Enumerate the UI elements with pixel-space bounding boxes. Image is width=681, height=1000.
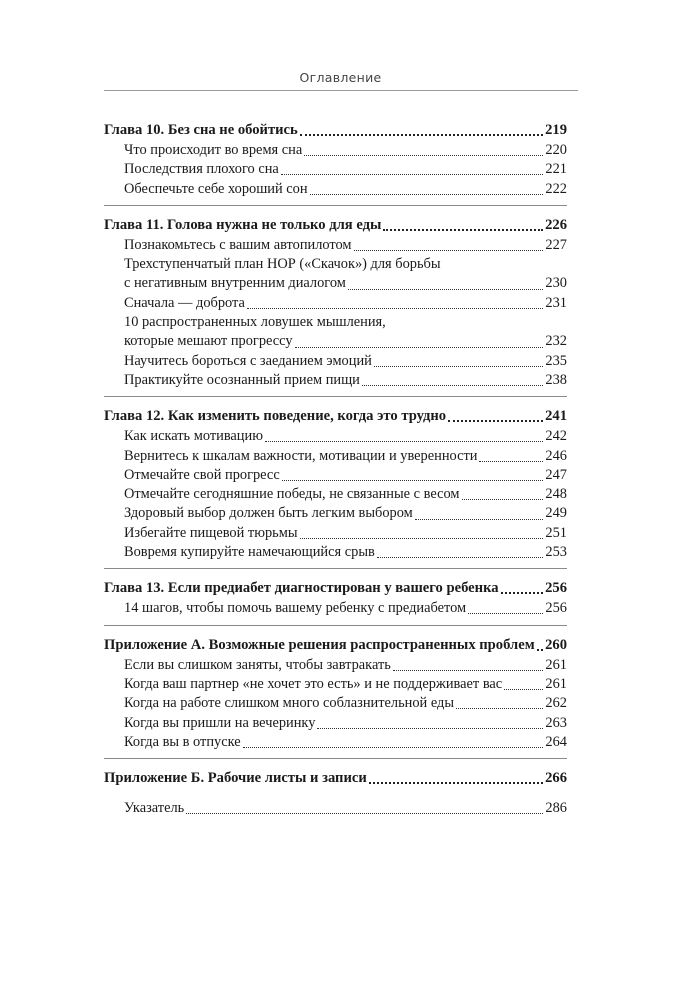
page-number: 221 — [545, 161, 567, 178]
entry-title: Что происходит во время сна — [124, 142, 303, 158]
dot-leader — [504, 689, 543, 690]
dot-leader — [295, 347, 544, 348]
page-number: 248 — [545, 486, 567, 503]
dot-leader — [281, 174, 544, 175]
entry-title: Вернитесь к шкалам важности, мотивации и уверенности — [124, 447, 478, 464]
page-number: 256 — [545, 600, 567, 617]
page-number: 232 — [545, 333, 567, 350]
toc-chapter-row[interactable] — [104, 119, 567, 141]
toc-entry-row[interactable] — [104, 160, 567, 179]
toc-entry-row-multiline[interactable] — [104, 313, 567, 332]
toc-entry-row[interactable] — [104, 180, 567, 199]
toc-entry-row[interactable] — [104, 485, 567, 504]
page-number: 241 — [545, 408, 567, 425]
toc-entry-row[interactable] — [104, 447, 567, 466]
running-title: Оглавление — [299, 70, 382, 85]
page-number: 266 — [545, 770, 567, 787]
dot-leader — [377, 557, 544, 558]
entry-title: Отмечайте сегодняшние победы, не связанные с весом — [124, 486, 460, 503]
page-number: 231 — [545, 294, 567, 311]
page-number: 251 — [545, 524, 567, 541]
toc-entry-row[interactable] — [104, 714, 567, 733]
toc-entry-row[interactable] — [104, 675, 567, 694]
dot-leader — [468, 613, 543, 614]
toc-section-chapter-10 — [104, 119, 567, 206]
dot-leader — [354, 250, 544, 251]
page-number: 247 — [545, 466, 567, 483]
toc-entry-row[interactable] — [104, 352, 567, 371]
dot-leader — [282, 480, 544, 481]
chapter-title: Приложение А. Возможные решения распространенных проблем — [104, 636, 535, 653]
toc-entry-row[interactable] — [104, 294, 567, 313]
toc-entry-row[interactable] — [104, 524, 567, 543]
toc-entry-continuation[interactable] — [104, 332, 567, 351]
entry-title: Трехступенчатый план НОР («Скачок») для борьбы — [124, 256, 441, 273]
page-number: 263 — [545, 714, 567, 731]
toc-section-appendix-b — [104, 767, 567, 824]
dot-leader — [186, 813, 543, 814]
entry-title: Вовремя купируйте намечающийся срыв — [124, 544, 375, 561]
entry-title: Практикуйте осознанный прием пищи — [124, 371, 360, 388]
toc-chapter-row[interactable] — [104, 214, 567, 236]
toc-entry-row[interactable] — [104, 466, 567, 485]
toc-entry-row[interactable] — [104, 141, 567, 160]
dot-leader — [300, 134, 543, 136]
dot-leader — [243, 747, 544, 748]
chapter-title: Глава 11. Голова нужна не только для еды — [104, 216, 382, 233]
entry-title-continuation: с негативным внутренним диалогом — [124, 275, 346, 292]
page-number: 242 — [545, 428, 567, 445]
page-number: 262 — [545, 695, 567, 712]
entry-title: Когда вы пришли на вечеринку — [124, 714, 316, 731]
dot-leader — [247, 308, 543, 309]
entry-title: Здоровый выбор должен быть легким выбором — [124, 505, 413, 522]
toc-entry-row[interactable] — [104, 371, 567, 390]
dot-leader — [362, 385, 544, 386]
toc-entry-row[interactable] — [104, 656, 567, 675]
dot-leader — [369, 782, 543, 784]
page-number: 246 — [545, 447, 567, 464]
entry-title: Указатель — [124, 800, 185, 817]
toc-entry-row-multiline[interactable] — [104, 255, 567, 274]
toc-section-chapter-12 — [104, 405, 567, 569]
toc-section-chapter-13 — [104, 577, 567, 625]
entry-title: Когда на работе слишком много соблазнительной еды — [124, 695, 455, 712]
page-number: 286 — [545, 800, 567, 817]
toc-entry-row[interactable] — [104, 599, 567, 618]
dot-leader — [462, 499, 544, 500]
page-number: 264 — [545, 733, 567, 750]
entry-title: Последствия плохого сна — [124, 161, 279, 178]
entry-title-continuation: которые мешают прогрессу — [124, 333, 293, 350]
dot-leader — [304, 155, 543, 156]
dot-leader — [456, 708, 543, 709]
page-number: 261 — [545, 656, 567, 673]
chapter-title: Глава 13. Если предиабет диагностирован у вашего ребенка — [104, 580, 499, 597]
dot-leader — [300, 538, 544, 539]
toc-entry-row[interactable] — [104, 733, 567, 752]
page-number: 260 — [545, 636, 567, 653]
toc-chapter-row[interactable] — [104, 577, 567, 599]
toc-index-row[interactable] — [104, 799, 567, 818]
chapter-title: Глава 12. Как изменить поведение, когда это трудно — [104, 408, 447, 425]
page-number: 219 — [545, 122, 567, 138]
entry-title: Отмечайте свой прогресс — [124, 466, 280, 483]
header-rule — [104, 90, 578, 91]
page-number: 249 — [545, 505, 567, 522]
page-number: 220 — [545, 142, 567, 158]
page-number: 226 — [545, 216, 567, 233]
entry-title: 10 распространенных ловушек мышления, — [124, 314, 386, 331]
entry-title: Сначала — доброта — [124, 294, 245, 311]
entry-title: Познакомьтесь с вашим автопилотом — [124, 236, 352, 253]
page-number: 227 — [545, 236, 567, 253]
page-number: 222 — [545, 180, 567, 197]
dot-leader — [348, 289, 544, 290]
page-number: 230 — [545, 275, 567, 292]
table-of-contents — [104, 119, 567, 832]
toc-section-appendix-a — [104, 634, 567, 759]
entry-title: Как искать мотивацию — [124, 428, 263, 445]
dot-leader — [448, 420, 543, 422]
dot-leader — [317, 728, 543, 729]
chapter-title: Глава 10. Без сна не обойтись — [104, 122, 298, 138]
chapter-title: Приложение Б. Рабочие листы и записи — [104, 770, 367, 787]
toc-entry-row[interactable] — [104, 236, 567, 255]
dot-leader — [537, 649, 543, 651]
entry-title: Когда ваш партнер «не хочет это есть» и не поддерживает вас — [124, 675, 503, 692]
page-number: 253 — [545, 544, 567, 561]
dot-leader — [479, 461, 543, 462]
page-number: 235 — [545, 352, 567, 369]
toc-chapter-row[interactable] — [104, 767, 567, 789]
toc-entry-row[interactable] — [104, 427, 567, 446]
toc-entry-row[interactable] — [104, 504, 567, 523]
entry-title: 14 шагов, чтобы помочь вашему ребенку с предиабетом — [124, 600, 467, 617]
dot-leader — [415, 519, 544, 520]
dot-leader — [374, 366, 544, 367]
entry-title: Избегайте пищевой тюрьмы — [124, 524, 298, 541]
entry-title: Обеспечьте себе хороший сон — [124, 180, 308, 197]
toc-entry-continuation[interactable] — [104, 274, 567, 293]
dot-leader — [310, 194, 544, 195]
page-number: 238 — [545, 371, 567, 388]
dot-leader — [501, 592, 544, 594]
page-number: 256 — [545, 580, 567, 597]
toc-section-chapter-11 — [104, 214, 567, 397]
toc-chapter-row[interactable] — [104, 405, 567, 427]
entry-title: Если вы слишком заняты, чтобы завтракать — [124, 656, 391, 673]
section-spacer — [104, 789, 567, 799]
toc-entry-row[interactable] — [104, 543, 567, 562]
toc-chapter-row[interactable] — [104, 634, 567, 656]
toc-entry-row[interactable] — [104, 694, 567, 713]
dot-leader — [265, 441, 543, 442]
entry-title: Когда вы в отпуске — [124, 733, 241, 750]
entry-title: Научитесь бороться с заеданием эмоций — [124, 352, 372, 369]
dot-leader — [393, 670, 544, 671]
dot-leader — [383, 229, 543, 231]
page-number: 261 — [545, 675, 567, 692]
